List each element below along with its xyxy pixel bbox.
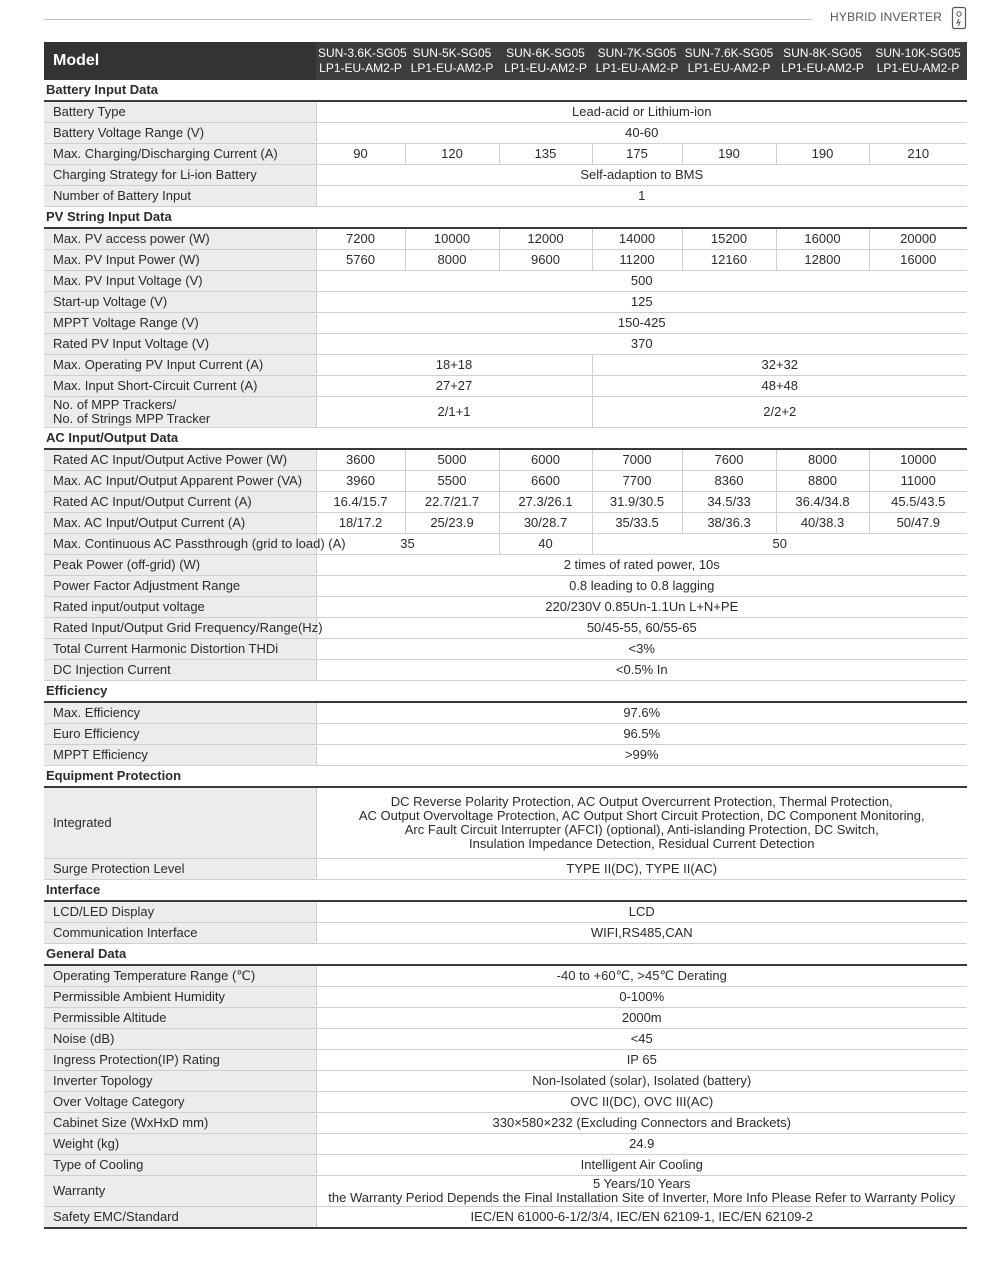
row-value: 27.3/26.1 (499, 492, 592, 513)
table-row (44, 101, 967, 123)
row-value: 10000 (405, 228, 499, 250)
row-value: 50/47.9 (869, 513, 967, 534)
row-label: Permissible Altitude (44, 1008, 316, 1029)
row-label: Integrated (44, 787, 316, 859)
row-label: Operating Temperature Range (℃) (44, 965, 316, 987)
table-row (44, 597, 967, 618)
model-name (776, 42, 869, 80)
model-name-line: LP1-EU-AM2-P (781, 61, 864, 75)
row-value: 27+27 (316, 376, 592, 397)
row-label: Charging Strategy for Li-ion Battery (44, 165, 316, 186)
row-value: 35 (316, 534, 499, 555)
row-label: Cabinet Size (WxHxD mm) (44, 1113, 316, 1134)
row-label: Rated input/output voltage (44, 597, 316, 618)
row-value: 0.8 leading to 0.8 lagging (316, 576, 967, 597)
row-value: 96.5% (316, 724, 967, 745)
model-name-line: LP1-EU-AM2-P (687, 61, 771, 75)
row-value: 9600 (499, 250, 592, 271)
row-label: Total Current Harmonic Distortion THDi (44, 639, 316, 660)
table-row (44, 965, 967, 987)
row-label: Max. AC Input/Output Apparent Power (VA) (44, 471, 316, 492)
row-value: 370 (316, 334, 967, 355)
row-value: 20000 (869, 228, 967, 250)
row-label: Max. PV Input Power (W) (44, 250, 316, 271)
model-name-line: SUN-5K-SG05 (412, 46, 492, 60)
section-battery-input-data (44, 80, 967, 101)
row-value: 7000 (592, 449, 682, 471)
table-row (44, 376, 967, 397)
row-value: <3% (316, 639, 967, 660)
section-title: PV String Input Data (44, 207, 967, 229)
row-value: 50 (592, 534, 967, 555)
table-row (44, 1207, 967, 1229)
row-label: Peak Power (off-grid) (W) (44, 555, 316, 576)
row-value: Intelligent Air Cooling (316, 1155, 967, 1176)
row-label: Surge Protection Level (44, 859, 316, 880)
row-value: 125 (316, 292, 967, 313)
section-pv-string-input-data (44, 207, 967, 229)
row-value: 8800 (776, 471, 869, 492)
row-value: WIFI,RS485,CAN (316, 923, 967, 944)
table-row (44, 1155, 967, 1176)
table-row (44, 144, 967, 165)
row-label: Number of Battery Input (44, 186, 316, 207)
row-value: 90 (316, 144, 405, 165)
model-name-line: SUN-10K-SG05 (875, 46, 961, 60)
row-label: Warranty (44, 1176, 316, 1207)
section-ac-input-output-data (44, 428, 967, 450)
section-title: Efficiency (44, 681, 967, 703)
row-value: 3600 (316, 449, 405, 471)
row-value: 11000 (869, 471, 967, 492)
model-name-line: SUN-3.6K-SG05 (318, 46, 407, 60)
row-label: Rated PV Input Voltage (V) (44, 334, 316, 355)
inverter-device-icon (951, 6, 967, 30)
table-row (44, 923, 967, 944)
row-value: 45.5/43.5 (869, 492, 967, 513)
table-row (44, 859, 967, 880)
row-value: 18/17.2 (316, 513, 405, 534)
row-value: 190 (776, 144, 869, 165)
row-value: 8000 (776, 449, 869, 471)
table-row (44, 745, 967, 766)
model-name-line: SUN-8K-SG05 (783, 46, 862, 60)
row-value: -40 to +60℃, >45℃ Derating (316, 965, 967, 987)
row-value: 10000 (869, 449, 967, 471)
row-label: Communication Interface (44, 923, 316, 944)
row-value: 5760 (316, 250, 405, 271)
model-name-line: LP1-EU-AM2-P (876, 61, 960, 75)
table-row (44, 334, 967, 355)
table-row (44, 1176, 967, 1207)
row-value: 16000 (776, 228, 869, 250)
row-value: <45 (316, 1029, 967, 1050)
row-value: 8000 (405, 250, 499, 271)
header-brand: HYBRID INVERTER (830, 10, 943, 24)
row-value: 32+32 (592, 355, 967, 376)
row-value: <0.5% In (316, 660, 967, 681)
row-label: No. of MPP Trackers/ No. of Strings MPP Tracker (44, 397, 316, 428)
row-value: 12160 (682, 250, 776, 271)
row-label: MPPT Voltage Range (V) (44, 313, 316, 334)
table-row (44, 787, 967, 859)
model-name-line: LP1-EU-AM2-P (410, 61, 494, 75)
table-row (44, 1008, 967, 1029)
row-label: Inverter Topology (44, 1071, 316, 1092)
row-label: Ingress Protection(IP) Rating (44, 1050, 316, 1071)
row-value: 135 (499, 144, 592, 165)
table-row (44, 123, 967, 144)
spec-body (44, 80, 967, 1228)
row-label: Max. Operating PV Input Current (A) (44, 355, 316, 376)
row-value: 11200 (592, 250, 682, 271)
row-value: 2/1+1 (316, 397, 592, 428)
table-row (44, 271, 967, 292)
row-label: Weight (kg) (44, 1134, 316, 1155)
table-row (44, 1092, 967, 1113)
row-value: 220/230V 0.85Un-1.1Un L+N+PE (316, 597, 967, 618)
row-value: 7600 (682, 449, 776, 471)
row-value: 25/23.9 (405, 513, 499, 534)
model-name (499, 42, 592, 80)
row-value: Non-Isolated (solar), Isolated (battery) (316, 1071, 967, 1092)
row-label: Rated Input/Output Grid Frequency/Range(Hz) (44, 618, 316, 639)
row-label: LCD/LED Display (44, 901, 316, 923)
model-name (405, 42, 499, 80)
row-label: Max. PV Input Voltage (V) (44, 271, 316, 292)
row-value: >99% (316, 745, 967, 766)
table-row (44, 660, 967, 681)
row-value: 18+18 (316, 355, 592, 376)
row-value: 120 (405, 144, 499, 165)
table-row (44, 250, 967, 271)
model-name-line: LP1-EU-AM2-P (319, 61, 402, 75)
table-row (44, 576, 967, 597)
row-value: 3960 (316, 471, 405, 492)
row-value: 8360 (682, 471, 776, 492)
row-label: Start-up Voltage (V) (44, 292, 316, 313)
row-value: 330×580×232 (Excluding Connectors and Brackets) (316, 1113, 967, 1134)
table-row (44, 313, 967, 334)
row-value: TYPE II(DC), TYPE II(AC) (316, 859, 967, 880)
section-title: General Data (44, 944, 967, 966)
row-value: IP 65 (316, 1050, 967, 1071)
row-value: 2 times of rated power, 10s (316, 555, 967, 576)
row-value: 24.9 (316, 1134, 967, 1155)
row-value: 34.5/33 (682, 492, 776, 513)
row-value: 6000 (499, 449, 592, 471)
table-row (44, 513, 967, 534)
row-value: 0-100% (316, 987, 967, 1008)
model-name (316, 42, 405, 80)
section-efficiency (44, 681, 967, 703)
section-title: Equipment Protection (44, 766, 967, 788)
row-value: 48+48 (592, 376, 967, 397)
section-title: AC Input/Output Data (44, 428, 967, 450)
table-row (44, 618, 967, 639)
table-row (44, 492, 967, 513)
row-label: Noise (dB) (44, 1029, 316, 1050)
row-value: 5000 (405, 449, 499, 471)
row-label: Rated AC Input/Output Current (A) (44, 492, 316, 513)
table-row (44, 555, 967, 576)
model-name-line: SUN-6K-SG05 (506, 46, 585, 60)
row-label: Battery Voltage Range (V) (44, 123, 316, 144)
table-row (44, 1134, 967, 1155)
row-value: 12800 (776, 250, 869, 271)
row-value: 7200 (316, 228, 405, 250)
row-label: Max. Continuous AC Passthrough (grid to load) (A) (44, 534, 316, 555)
row-value: 210 (869, 144, 967, 165)
spec-table (44, 42, 967, 1229)
row-value: LCD (316, 901, 967, 923)
section-general-data (44, 944, 967, 966)
row-label: Type of Cooling (44, 1155, 316, 1176)
table-row (44, 449, 967, 471)
row-value: DC Reverse Polarity Protection, AC Output Overcurrent Protection, Thermal Protection, AC Output Overvoltage Protection, AC Output Short Circuit Protection, DC Component Monitoring, Arc Fault Circuit Interrupter (AFCI) (optional), Anti-islanding Protection, DC Switch, Insulation Impedance Detection, Residual Current Detection (316, 787, 967, 859)
section-equipment-protection (44, 766, 967, 788)
row-label: Permissible Ambient Humidity (44, 987, 316, 1008)
table-row (44, 397, 967, 428)
table-row (44, 165, 967, 186)
model-name-line: LP1-EU-AM2-P (504, 61, 587, 75)
table-row (44, 724, 967, 745)
row-label: Max. AC Input/Output Current (A) (44, 513, 316, 534)
row-value: 2000m (316, 1008, 967, 1029)
row-value: 36.4/34.8 (776, 492, 869, 513)
row-value: 35/33.5 (592, 513, 682, 534)
row-value: 16000 (869, 250, 967, 271)
row-value: 30/28.7 (499, 513, 592, 534)
row-value: 12000 (499, 228, 592, 250)
row-value: 500 (316, 271, 967, 292)
row-value: 31.9/30.5 (592, 492, 682, 513)
model-name (682, 42, 776, 80)
row-value: Lead-acid or Lithium-ion (316, 101, 967, 123)
row-value: 1 (316, 186, 967, 207)
model-header-row (44, 42, 967, 80)
row-label: Max. Efficiency (44, 702, 316, 724)
row-value: 5500 (405, 471, 499, 492)
row-label: Battery Type (44, 101, 316, 123)
table-row (44, 186, 967, 207)
row-value: 97.6% (316, 702, 967, 724)
model-label: Model (44, 42, 316, 80)
row-value: 5 Years/10 Years the Warranty Period Depends the Final Installation Site of Inverter, More Info Please Refer to Warranty Policy (316, 1176, 967, 1207)
row-label: Over Voltage Category (44, 1092, 316, 1113)
row-label: Max. Charging/Discharging Current (A) (44, 144, 316, 165)
table-row (44, 228, 967, 250)
row-label: Euro Efficiency (44, 724, 316, 745)
row-label: Power Factor Adjustment Range (44, 576, 316, 597)
table-row (44, 1071, 967, 1092)
row-label: Max. PV access power (W) (44, 228, 316, 250)
model-name (592, 42, 682, 80)
section-interface (44, 880, 967, 902)
table-row (44, 639, 967, 660)
header-rule (44, 19, 812, 20)
row-value: 16.4/15.7 (316, 492, 405, 513)
model-name-line: LP1-EU-AM2-P (595, 61, 679, 75)
row-value: 22.7/21.7 (405, 492, 499, 513)
table-row (44, 702, 967, 724)
row-label: Rated AC Input/Output Active Power (W) (44, 449, 316, 471)
table-row (44, 987, 967, 1008)
table-row (44, 1029, 967, 1050)
table-row (44, 1113, 967, 1134)
row-value: 40/38.3 (776, 513, 869, 534)
model-name (869, 42, 967, 80)
row-value: 15200 (682, 228, 776, 250)
table-row (44, 355, 967, 376)
row-value: IEC/EN 61000-6-1/2/3/4, IEC/EN 62109-1, IEC/EN 62109-2 (316, 1207, 967, 1229)
table-row (44, 1050, 967, 1071)
row-value: 40 (499, 534, 592, 555)
model-name-line: SUN-7K-SG05 (597, 46, 677, 60)
row-value: 2/2+2 (592, 397, 967, 428)
row-value: 190 (682, 144, 776, 165)
row-value: 38/36.3 (682, 513, 776, 534)
row-value: 14000 (592, 228, 682, 250)
row-value: 6600 (499, 471, 592, 492)
row-label: Safety EMC/Standard (44, 1207, 316, 1229)
table-row (44, 471, 967, 492)
row-value: 50/45-55, 60/55-65 (316, 618, 967, 639)
row-value: OVC II(DC), OVC III(AC) (316, 1092, 967, 1113)
section-title: Interface (44, 880, 967, 902)
table-row (44, 901, 967, 923)
row-value: 150-425 (316, 313, 967, 334)
row-value: 175 (592, 144, 682, 165)
table-row (44, 292, 967, 313)
row-value: 7700 (592, 471, 682, 492)
row-label: DC Injection Current (44, 660, 316, 681)
row-label: Max. Input Short-Circuit Current (A) (44, 376, 316, 397)
section-title: Battery Input Data (44, 80, 967, 101)
table-row (44, 534, 967, 555)
model-name-line: SUN-7.6K-SG05 (684, 46, 774, 60)
row-label: MPPT Efficiency (44, 745, 316, 766)
row-value: Self-adaption to BMS (316, 165, 967, 186)
row-value: 40-60 (316, 123, 967, 144)
